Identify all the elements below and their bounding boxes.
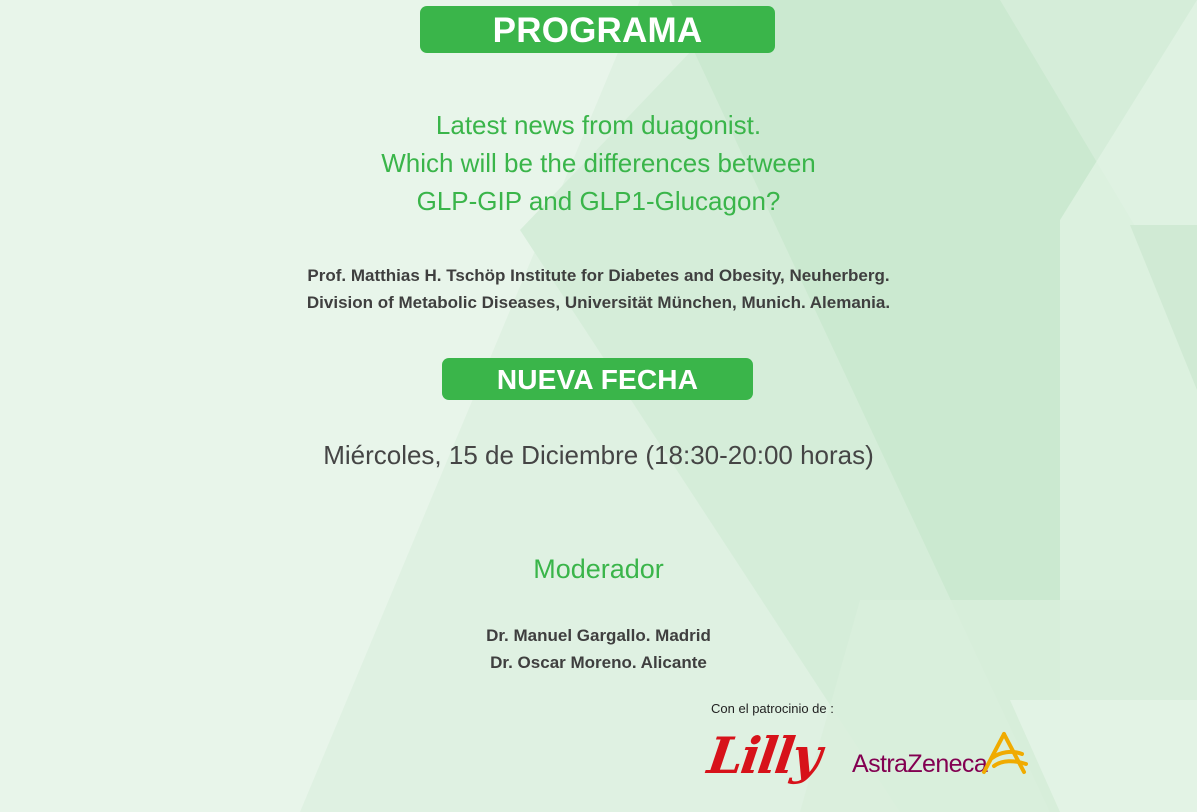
talk-title-line-3: GLP-GIP and GLP1-Glucagon?: [416, 186, 781, 216]
event-date: Miércoles, 15 de Diciembre (18:30-20:00 horas): [323, 440, 874, 470]
speaker-line-1: Prof. Matthias H. Tschöp Institute for Diabetes and Obesity, Neuherberg.: [307, 266, 890, 285]
speaker-line-2: Division of Metabolic Diseases, Universität München, Munich. Alemania.: [306, 293, 891, 312]
sponsor-caption: Con el patrocinio de :: [711, 701, 834, 716]
astrazeneca-logo: AstraZeneca: [852, 750, 988, 778]
nueva-fecha-badge: NUEVA FECHA: [442, 358, 753, 400]
astrazeneca-symbol-icon: [978, 730, 1030, 778]
programa-badge: PROGRAMA: [420, 6, 775, 53]
moderator-name: Dr. Manuel Gargallo. Madrid: [486, 626, 711, 645]
moderator-heading: Moderador: [533, 554, 664, 584]
moderator-name: Dr. Oscar Moreno. Alicante: [490, 653, 707, 672]
talk-title-line-1: Latest news from duagonist.: [435, 110, 762, 140]
lilly-logo: Lilly: [704, 726, 824, 785]
talk-title-line-2: Which will be the differences between: [381, 148, 816, 178]
